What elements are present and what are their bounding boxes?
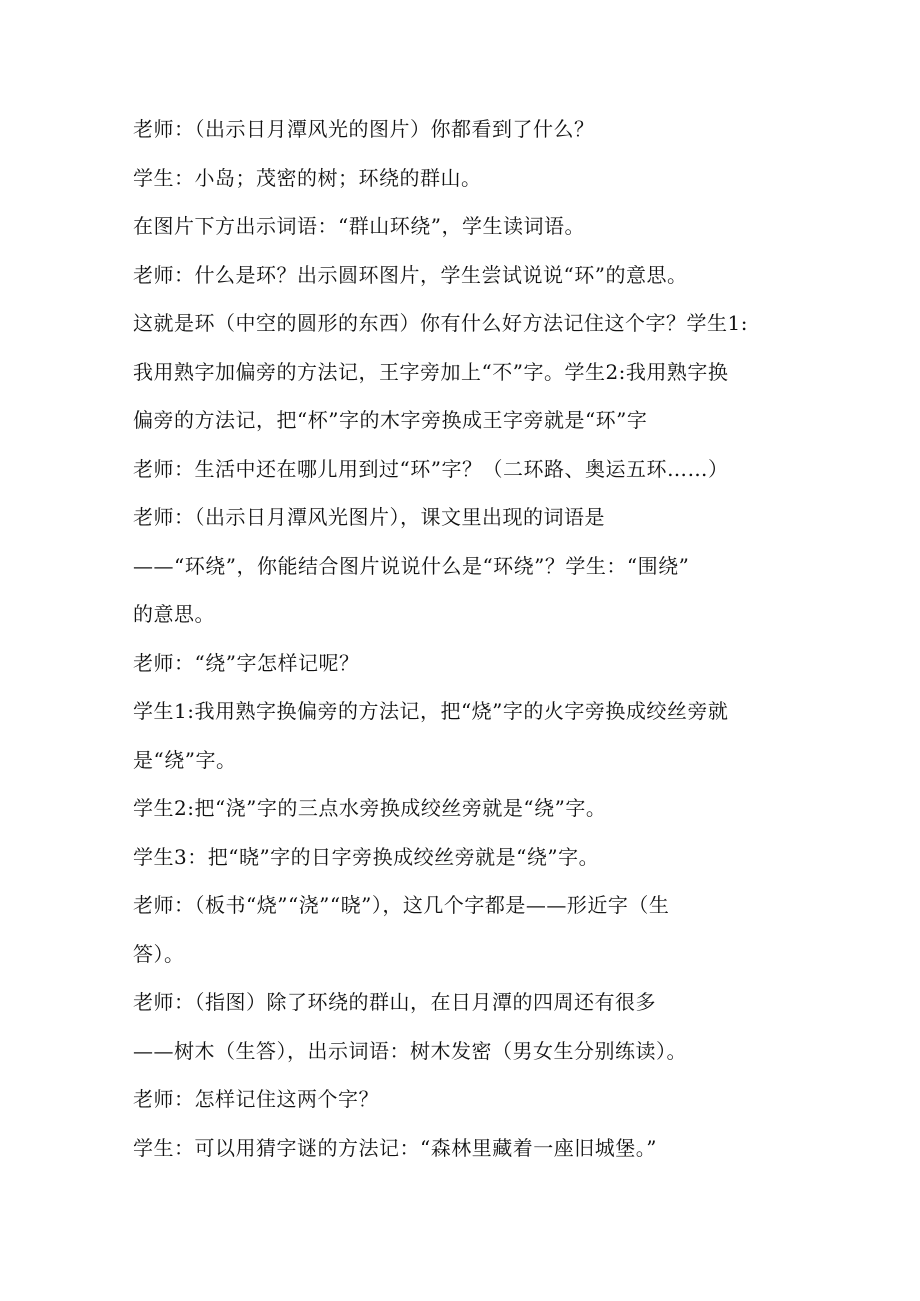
- text-line: 是“绕”字。: [133, 747, 237, 772]
- text-line: ——“环绕”，你能结合图片说说什么是“环绕”？学生：“围绕”: [133, 553, 690, 578]
- text-line: 老师：什么是环？出示圆环图片，学生尝试说说“环”的意思。: [133, 262, 688, 287]
- text-line: 我用熟字加偏旁的方法记，王字旁加上“不”字。学生2:我用熟字换: [133, 359, 729, 384]
- text-line: ——树木（生答），出示词语：树木发密（男女生分别练读）。: [133, 1038, 687, 1063]
- text-line: 答）。: [133, 941, 185, 966]
- text-line: 学生：小岛；茂密的树；环绕的群山。: [133, 165, 482, 190]
- text-line: 学生3：把“晓”字的日字旁换成绞丝旁就是“绕”字。: [133, 844, 600, 869]
- text-line: 老师：（板书“烧”“浇”“晓”），这几个字都是——形近字（生: [133, 893, 670, 917]
- text-line: 学生2:把“浇”字的三点水旁换成绞丝旁就是“绕”字。: [133, 796, 607, 820]
- text-line: 老师：（出示日月潭风光的图片）你都看到了什么？: [133, 117, 595, 141]
- text-line: 偏旁的方法记，把“杯”字的木字旁换成王字旁就是“环”字: [133, 408, 648, 432]
- text-line: 学生：可以用猜字谜的方法记：“森林里藏着一座旧城堡。”: [133, 1135, 657, 1160]
- text-line: 老师：“绕”字怎样记呢？: [133, 650, 360, 675]
- text-line: 这就是环（中空的圆形的东西）你有什么好方法记住这个字？学生1:: [133, 311, 748, 335]
- text-line: 在图片下方出示词语：“群山环绕”，学生读词语。: [133, 214, 585, 238]
- document-body: [133, 112, 793, 1179]
- text-line: 学生1:我用熟字换偏旁的方法记，把“烧”字的火字旁换成绞丝旁就: [133, 699, 729, 723]
- text-line: 老师：怎样记住这两个字？: [133, 1087, 379, 1111]
- text-line: 的意思。: [133, 602, 215, 626]
- text-line: 老师：（指图）除了环绕的群山，在日月潭的四周还有很多: [133, 990, 656, 1014]
- text-line: 老师：（出示日月潭风光图片），课文里出现的词语是: [133, 505, 605, 529]
- text-line: 老师：生活中还在哪儿用到过“环”字？（二环路、奥运五环……）: [133, 456, 729, 481]
